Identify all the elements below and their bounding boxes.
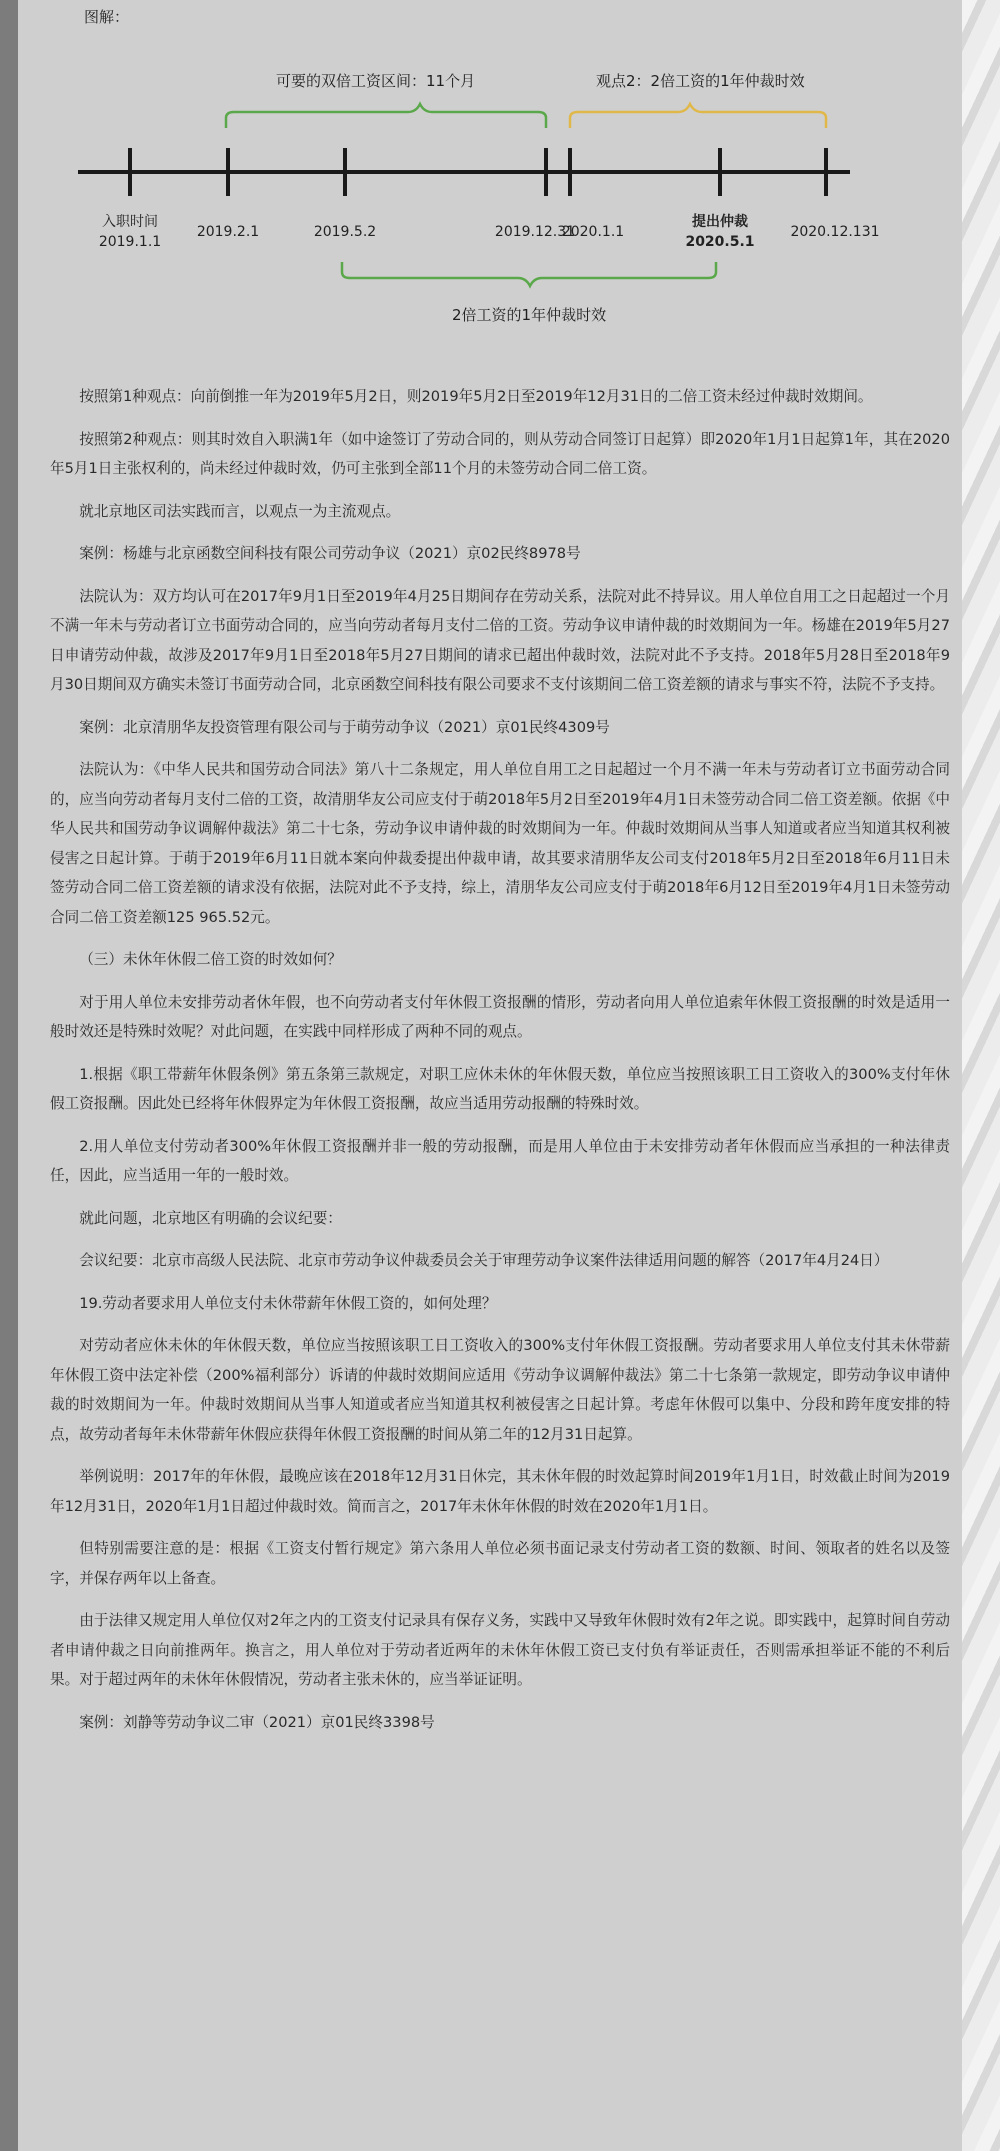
timeline-date <box>770 222 900 242</box>
interval-brace-bottom <box>342 262 716 286</box>
case-reference: 案例：杨雄与北京函数空间科技有限公司劳动争议（2021）京02民终8978号 <box>79 545 581 562</box>
paragraph: 就此问题，北京地区有明确的会议纪要： <box>79 1209 342 1227</box>
paragraph: 会议纪要：北京市高级人民法院、北京市劳动争议仲裁委员会关于审理劳动争议案件法律适用问题的解答（2017年4月24日） <box>79 1252 889 1269</box>
interval-label-top-right: 观点2：2倍工资的1年仲裁时效 <box>596 72 805 90</box>
timeline-date-value: 2019.2.1 <box>196 224 260 240</box>
interval-brace-top-right <box>570 104 826 128</box>
article-body <box>50 382 950 1750</box>
paragraph: 但特别需要注意的是：根据《工资支付暂行规定》第六条用人单位必须书面记录支付劳动者工资的数额、时间、领取者的姓名以及签字，并保存两年以上备查。 <box>50 1540 950 1587</box>
interval-label-top-left: 可要的双倍工资区间：11个月 <box>276 72 476 90</box>
paragraph: 举例说明：2017年的年休假，最晚应该在2018年12月31日休完，其未休年假的时效起算时间2019年1月1日，时效截止时间为2019年12月31日，2020年1月1日超过仲裁时效。简而言之，2017年未休年休假的时效在2020年1月1日。 <box>50 1468 950 1515</box>
document-page <box>18 0 962 2151</box>
diagram-heading: 图解： <box>84 8 130 26</box>
timeline-date-value: 2019.5.2 <box>313 224 377 240</box>
timeline-date-value: 2019.1.1 <box>98 234 162 250</box>
case-reference: 案例：刘静等劳动争议二审（2021）京01民终3398号 <box>79 1713 435 1731</box>
timeline-diagram <box>18 0 962 340</box>
timeline-date-value: 2020.5.1 <box>685 234 755 250</box>
decorative-edge <box>962 0 1000 2151</box>
paragraph: 就北京地区司法实践而言，以观点一为主流观点。 <box>79 502 401 520</box>
timeline-date-value: 2020.1.1 <box>561 224 625 240</box>
section-heading: （三）未休年休假二倍工资的时效如何？ <box>79 951 342 968</box>
paragraph: 对劳动者应休未休的年休假天数，单位应当按照该职工日工资收入的300%支付年休假工资报酬。劳动者要求用人单位支付其未休带薪年休假工资中法定补偿（200%福利部分）诉请的仲裁时效期间应适用《劳动争议调解仲裁法》第二十七条第一款规定，即劳动争议申请仲裁的时效期间为一年。仲裁时效期间从当事人知道或者应当知道其权利被侵害之日起计算。考虑年休假可以集中、分段和跨年度安排的特点，故劳动者每年未休带薪年休假应获得年休假工资报酬的时间从第二年的12月31日起算。 <box>50 1337 950 1443</box>
paragraph: 按照第1种观点：向前倒推一年为2019年5月2日，则2019年5月2日至2019年12月31日的二倍工资未经过仲裁时效期间。 <box>79 388 873 405</box>
interval-brace-top-left <box>226 104 546 128</box>
paragraph: 由于法律又规定用人单位仅对2年之内的工资支付记录具有保存义务，实践中又导致年休假时效有2年之说。即实践中，起算时间自劳动者申请仲裁之日向前推两年。换言之，用人单位对于劳动者近两年的未休年休假工资已支付负有举证责任，否则需承担举证不能的不利后果。对于超过两年的未休年休假情况，劳动者主张未休的，应当举证证明。 <box>50 1612 950 1688</box>
timeline-date <box>655 212 785 252</box>
paragraph: 1.根据《职工带薪年休假条例》第五条第三款规定，对职工应休未休的年休假天数，单位应当按照该职工日工资收入的300%支付年休假工资报酬。因此处已经将年休假界定为年休假工资报酬，故应当适用劳动报酬的特殊时效。 <box>50 1065 950 1112</box>
timeline-date <box>528 222 658 242</box>
timeline-date-value: 2019.12.31 <box>494 224 576 240</box>
interval-label-bottom: 2倍工资的1年仲裁时效 <box>452 306 607 324</box>
timeline-date-value: 2020.12.131 <box>790 224 880 240</box>
paragraph: 法院认为：双方均认可在2017年9月1日至2019年4月25日期间存在劳动关系，法院对此不持异议。用人单位自用工之日起超过一个月不满一年未与劳动者订立书面劳动合同的，应当向劳动者每月支付二倍的工资。劳动争议申请仲裁的时效期间为一年。杨雄在2019年5月27日申请劳动仲裁，故涉及2017年9月1日至2018年5月27日期间的请求已超出仲裁时效，法院对此不予支持。2018年5月28日至2018年9月30日期间双方确实未签订书面劳动合同，北京函数空间科技有限公司要求不支付该期间二倍工资差额的请求与事实不符，法院不予支持。 <box>50 587 951 693</box>
timeline-date <box>280 222 410 242</box>
case-reference: 案例：北京清朋华友投资管理有限公司与于萌劳动争议（2021）京01民终4309号 <box>79 718 610 736</box>
paragraph: 19.劳动者要求用人单位支付未休带薪年休假工资的，如何处理？ <box>79 1294 497 1312</box>
paragraph: 对于用人单位未安排劳动者休年假，也不向劳动者支付年休假工资报酬的情形，劳动者向用人单位追索年休假工资报酬的时效是适用一般时效还是特殊时效呢？对此问题，在实践中同样形成了两种不同的观点。 <box>50 993 950 1040</box>
paragraph: 2.用人单位支付劳动者300%年休假工资报酬并非一般的劳动报酬，而是用人单位由于未安排劳动者年休假而应当承担的一种法律责任，因此，应当适用一年的一般时效。 <box>50 1137 950 1184</box>
timeline-event-label: 入职时间 <box>102 214 158 230</box>
paragraph: 按照第2种观点：则其时效自入职满1年（如中途签订了劳动合同的，则从劳动合同签订日起算）即2020年1月1日起算1年，其在2020年5月1日主张权利的，尚未经过仲裁时效，仍可主张到全部11个月的未签劳动合同二倍工资。 <box>50 430 950 477</box>
timeline-date <box>163 222 293 242</box>
timeline-event-label: 提出仲裁 <box>692 214 748 230</box>
paragraph: 法院认为：《中华人民共和国劳动合同法》第八十二条规定，用人单位自用工之日起超过一个月不满一年未与劳动者订立书面劳动合同的，应当向劳动者每月支付二倍的工资，故清朋华友公司应支付于萌2018年5月2日至2019年4月1日未签劳动合同二倍工资差额。依据《中华人民共和国劳动争议调解仲裁法》第二十七条，劳动争议申请仲裁的时效期间为一年。仲裁时效期间从当事人知道或者应当知道其权利被侵害之日起计算。于萌于2019年6月11日就本案向仲裁委提出仲裁申请，故其要求清朋华友公司支付2018年5月2日至2018年6月11日未签劳动合同二倍工资差额的请求没有依据，法院对此不予支持，综上，清朋华友公司应支付于萌2018年6月12日至2019年4月1日未签劳动合同二倍工资差额125 965.52元。 <box>50 761 950 926</box>
